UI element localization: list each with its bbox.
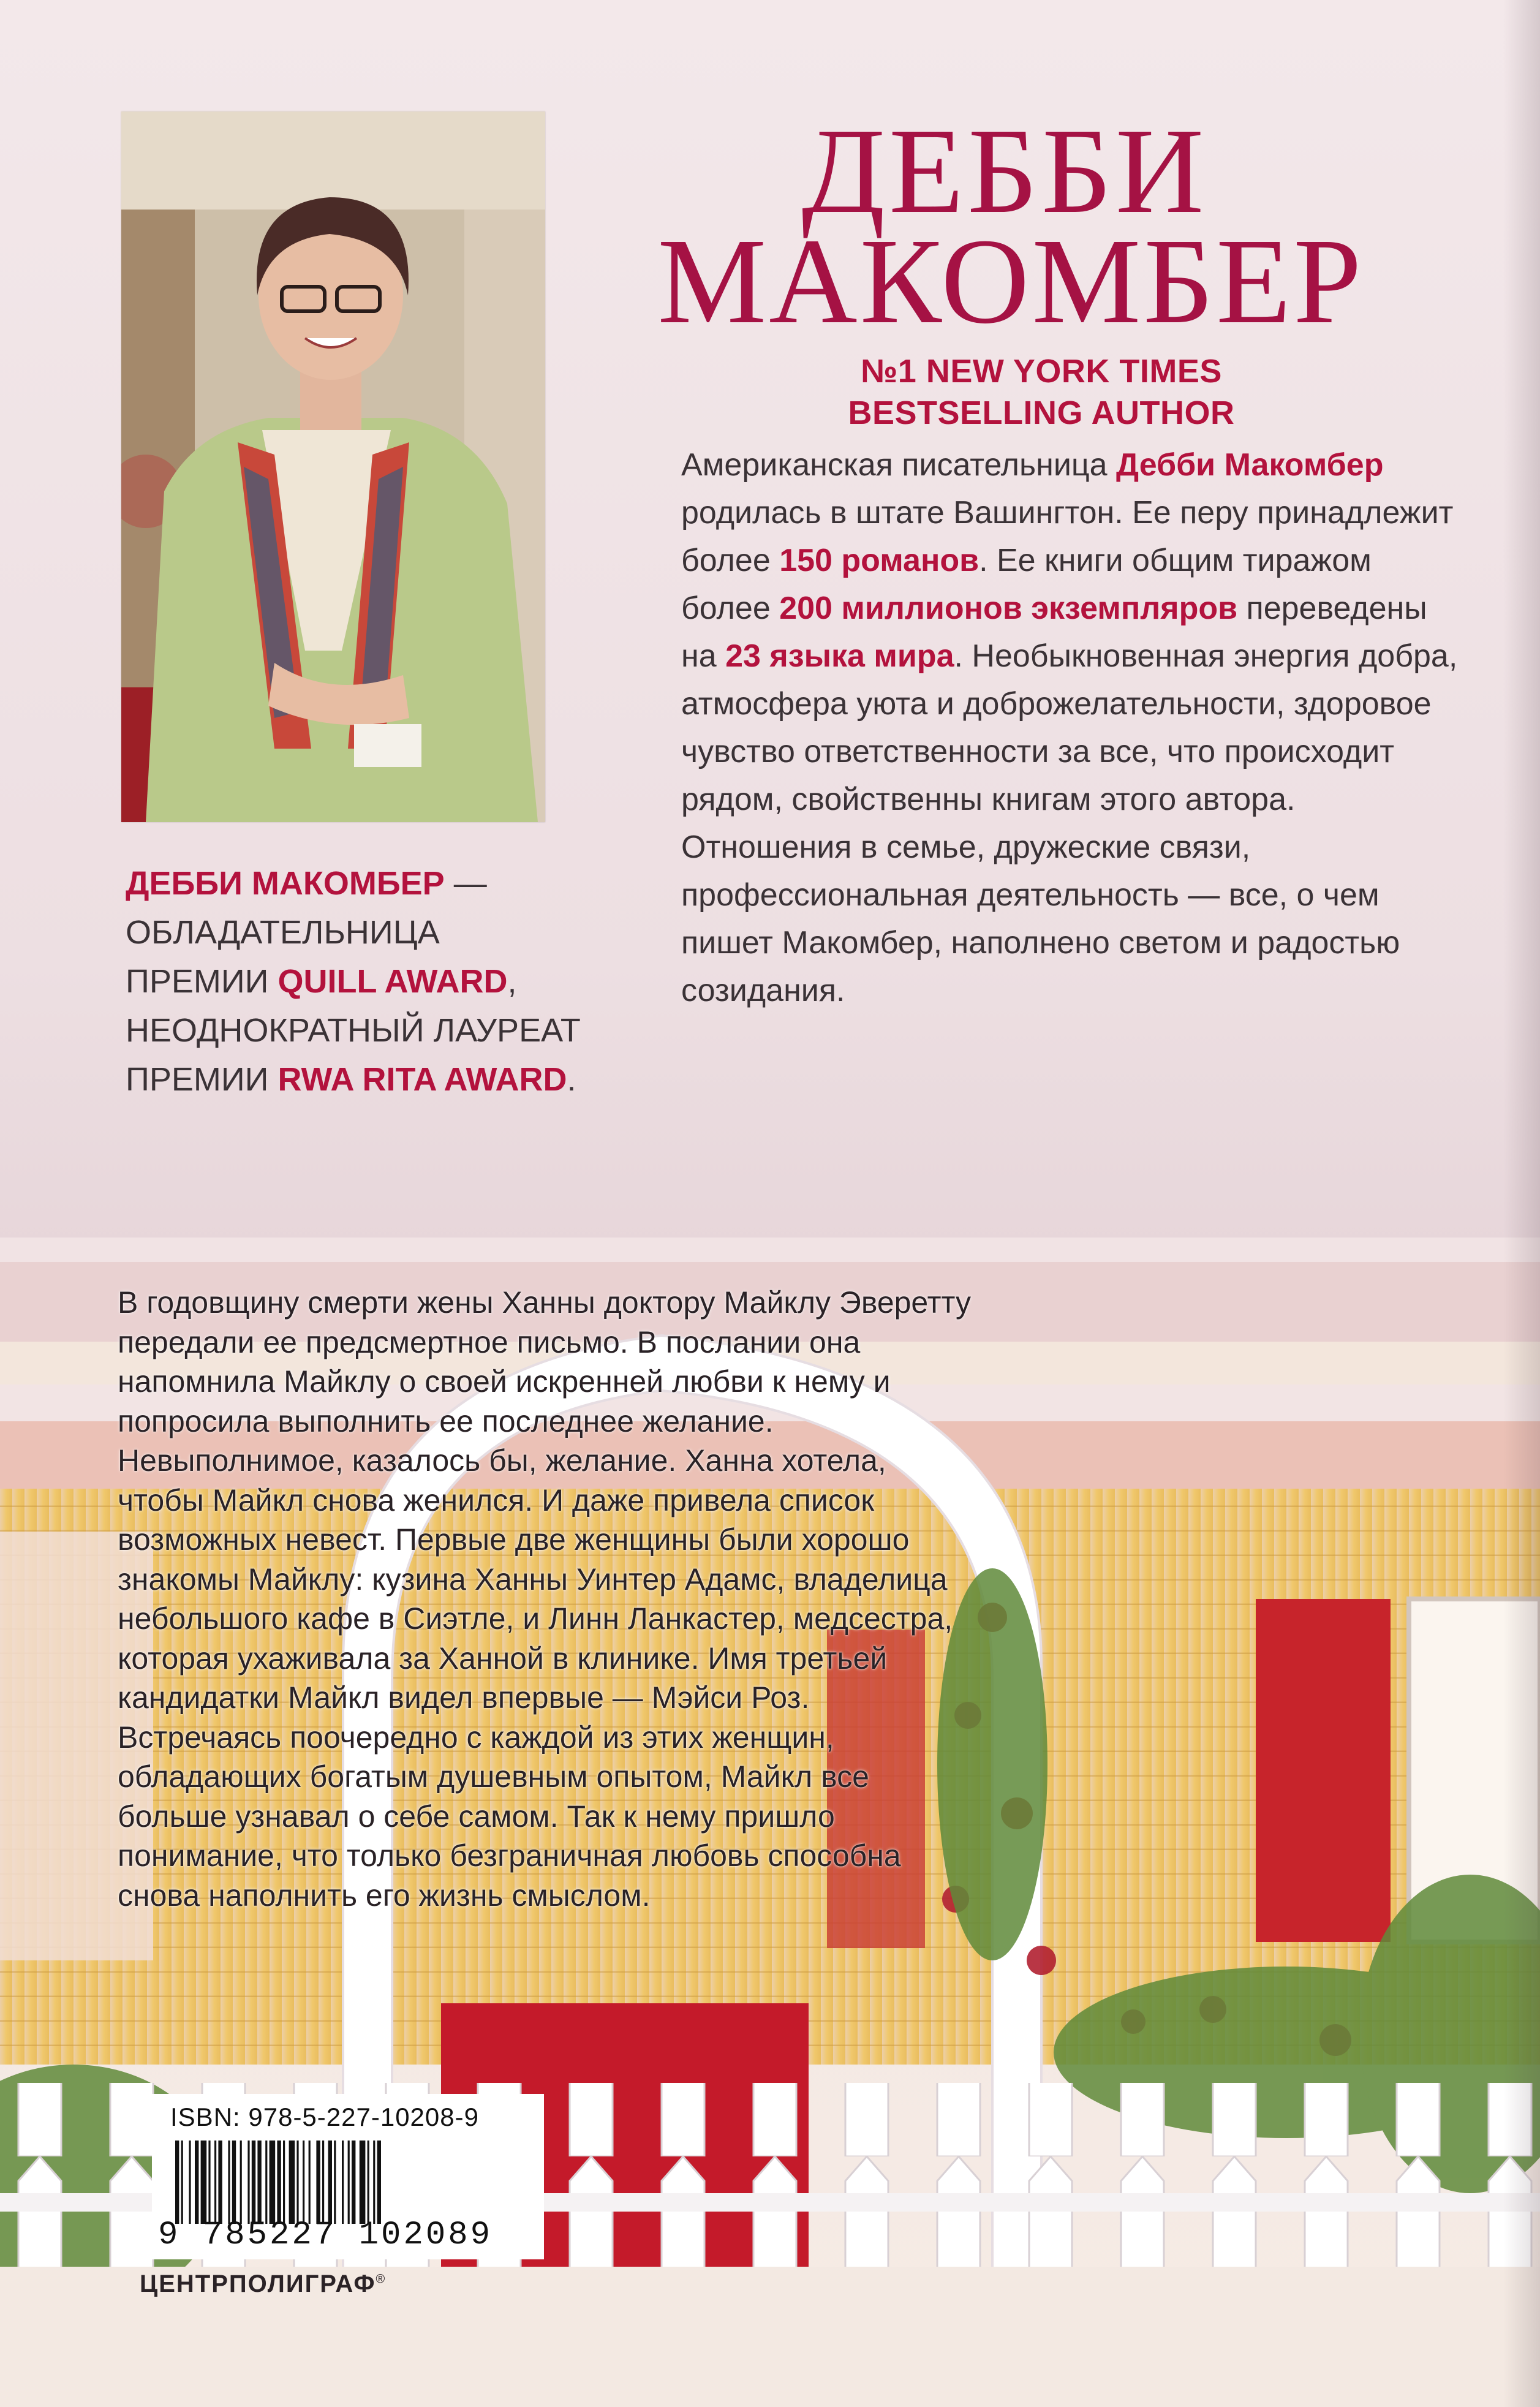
barcode-bar xyxy=(181,2141,183,2224)
barcode-bar xyxy=(252,2141,255,2224)
barcode-bar xyxy=(322,2141,324,2224)
barcode-bar xyxy=(175,2141,179,2224)
bestseller-tagline xyxy=(809,350,1274,434)
author-name-line1: ДЕББИ xyxy=(801,108,1208,239)
barcode-bar xyxy=(368,2141,369,2224)
award-text: , НЕОДНОКРАТНЫЙ ЛАУРЕАТ ПРЕМИИ xyxy=(126,963,581,1098)
bio-text: . Ее книги общим тиражом более xyxy=(681,543,1372,626)
barcode-bar xyxy=(373,2141,375,2224)
barcode-digits: 9 785227 102089 xyxy=(158,2216,493,2254)
barcode-bar xyxy=(352,2141,355,2224)
bio-highlight: Дебби Макомбер xyxy=(1116,447,1384,483)
author-name-logo xyxy=(649,108,1384,341)
barcode-bar xyxy=(277,2141,281,2224)
publisher-name: ЦЕНТРПОЛИГРАФ xyxy=(140,2270,376,2297)
tagline-line2: BESTSELLING AUTHOR xyxy=(848,395,1235,431)
award-text: . xyxy=(567,1061,576,1098)
barcode-bar xyxy=(309,2141,311,2224)
award-text: — ОБЛАДАТЕЛЬНИЦА ПРЕМИИ xyxy=(126,865,487,1000)
barcode-bar xyxy=(232,2141,236,2224)
barcode-bar xyxy=(360,2141,366,2224)
author-bio xyxy=(681,441,1459,1015)
spine-edge xyxy=(1503,0,1540,2407)
barcode-bar xyxy=(296,2141,298,2224)
isbn-barcode-block xyxy=(152,2094,544,2259)
barcode-bar xyxy=(257,2141,261,2224)
barcode-bar xyxy=(218,2141,222,2224)
barcode-bar xyxy=(316,2141,320,2224)
publisher-registered-mark: ® xyxy=(376,2272,387,2286)
barcode-bar xyxy=(348,2141,350,2224)
bio-highlight: 23 языка мира xyxy=(725,638,954,674)
barcode-bar xyxy=(208,2141,210,2224)
award-highlight: QUILL AWARD xyxy=(277,963,508,1000)
book-annotation: В годовщину смерти жены Ханны доктору Майклу Эверетту передали ее предсмертное письмо. В послании она напомнила Майклу о своей искренней любви к нему и попросила выполнить ее последнее желание. Невыполнимое, казалось бы, желание. Ханна хотела, чтобы Майкл снова женился. И даже привела список возможных невест. Первые две женщины были хорошо знакомы Майклу: кузина Ханны Уинтер Адамс, владелица небольшого кафе в Сиэтле, и Линн Ланкастер, медсестра, которая ухаживала за Ханной в клинике. Имя третьей кандидатки Майкл видел впервые — Мэйси Роз. Встречаясь поочередно с каждой из этих женщин, обладающих богатым душевным опытом, Майкл все больше узнавал о себе самом. Так к нему пришло понимание, что только безграничная любовь способна снова наполнить его жизнь смыслом. xyxy=(118,1285,971,1913)
bio-highlight: 200 миллионов экземпляров xyxy=(779,591,1238,626)
isbn-label: ISBN: 978-5-227-10208-9 xyxy=(170,2103,479,2131)
tagline-line1: №1 NEW YORK TIMES xyxy=(861,353,1222,390)
barcode-bar xyxy=(201,2141,207,2224)
award-highlight: ДЕББИ МАКОМБЕР xyxy=(126,865,445,902)
barcode-bar xyxy=(240,2141,242,2224)
barcode-image xyxy=(173,2141,528,2224)
barcode-bar xyxy=(270,2141,276,2224)
bio-highlight: 150 романов xyxy=(779,543,979,578)
barcode-bar xyxy=(265,2141,267,2224)
author-name-line2: МАКОМБЕР xyxy=(657,214,1364,341)
barcode-bar xyxy=(289,2141,295,2224)
barcode-bar xyxy=(247,2141,249,2224)
award-highlight: RWA RITA AWARD xyxy=(277,1061,567,1098)
barcode-bar xyxy=(303,2141,304,2224)
bio-text: родилась в штате Вашингтон. Ее перу принадлежит более xyxy=(681,495,1454,578)
barcode-bar xyxy=(334,2141,336,2224)
barcode-bar xyxy=(283,2141,285,2224)
barcode-bar xyxy=(214,2141,216,2224)
barcode-bar xyxy=(328,2141,332,2224)
barcode-bar xyxy=(377,2141,381,2224)
barcode-bar xyxy=(195,2141,198,2224)
bio-text: . Необыкновенная энергия добра, атмосфера уюта и доброжелательности, здоровое чувство ответственности за все, что происходит рядом, свойственны книгам этого автора. Отношения в семье, дружеские связи, профессиональная деятельность — все, о чем пишет Макомбер, наполнено светом и радостью созидания. xyxy=(681,638,1458,1008)
author-photo xyxy=(121,111,545,822)
award-caption xyxy=(126,859,591,1104)
barcode-bar xyxy=(189,2141,191,2224)
bio-text: Американская писательница xyxy=(681,447,1117,483)
barcode-bar xyxy=(342,2141,344,2224)
barcode-bar xyxy=(228,2141,230,2224)
bio-text: переведены на xyxy=(681,591,1427,674)
publisher-logo xyxy=(140,2270,386,2298)
